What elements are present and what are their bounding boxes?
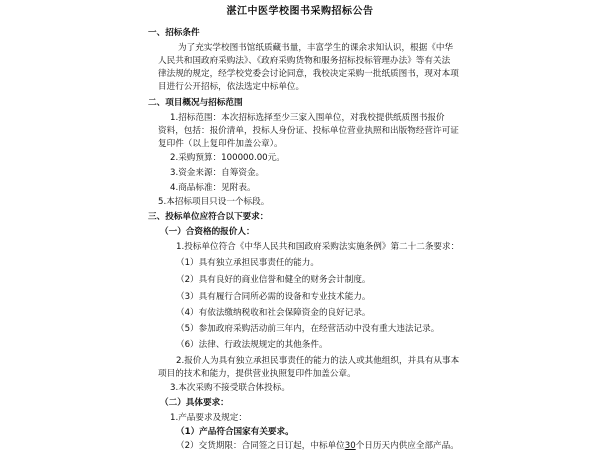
scope-line: 1.招标范围：本次招标选择至少三家入围单位，对我校提供纸质图书报价 xyxy=(170,113,445,123)
condition-item: （2）具有良好的商业信誉和健全的财务会计制度。 xyxy=(176,275,371,285)
paragraph-line: 人民共和国政府采购法》、《政府采购货物和服务招标投标管理办法》等有关法 xyxy=(158,56,451,66)
funding-line: 3.资金来源：自筹资金。 xyxy=(170,168,265,178)
subheading-qualified-bidder: （一）合资格的报价人： xyxy=(160,227,255,237)
standard-line: 4.商品标准：见附表。 xyxy=(170,183,256,193)
requirement-line: 3.本次采购不接受联合体投标。 xyxy=(170,383,290,393)
requirement-line: 项目的技术和能力，提供营业执照复印件加盖公章。 xyxy=(158,369,356,379)
condition-item: （1）具有独立承担民事责任的能力。 xyxy=(176,258,319,268)
delivery-days: 30 xyxy=(344,441,356,451)
paragraph-line: 为了充实学校图书馆纸质藏书量，丰富学生的课余求知认识，根据《中华 xyxy=(178,43,454,53)
section-heading-3: 三、投标单位应符合以下要求： xyxy=(148,212,269,222)
budget-line: 2.采购预算：100000.00元。 xyxy=(170,153,285,163)
requirement-line: 2.报价人为具有独立承担民事责任的能力的法人或其他组织，并具有从事本 xyxy=(176,356,460,366)
condition-item: （5）参加政府采购活动前三年内，在经营活动中没有重大违法记录。 xyxy=(176,324,440,334)
delivery-line xyxy=(176,441,459,452)
paragraph-line: 律法规的规定，经学校党委会讨论同意，我校决定采购一批纸质图书，现对本项 xyxy=(158,69,459,79)
product-intro: 1.产品要求及规定： xyxy=(170,413,247,423)
scope-line: 复印件（以上复印件加盖公章）。 xyxy=(158,139,283,149)
document-title: 湛江中医学校图书采购招标公告 xyxy=(226,6,374,17)
lot-line: 5.本招标项目只设一个标段。 xyxy=(158,197,270,207)
condition-item: （6）法律、行政法规规定的其他条件。 xyxy=(176,340,328,350)
subheading-specific-requirements: （二）具体要求： xyxy=(160,398,229,408)
scope-line: 资料，包括：报价清单，投标人身份证、投标单位营业执照和出版物经营许可证 xyxy=(158,126,459,136)
condition-item: （3）具有履行合同所必需的设备和专业技术能力。 xyxy=(176,292,371,302)
delivery-prefix: （2）交货期限：合同签之日订起，中标单位 xyxy=(176,441,345,451)
condition-item: （4）有依法缴纳税收和社会保障资金的良好记录。 xyxy=(176,308,371,318)
requirement-line: 1.投标单位符合《中华人民共和国政府采购法实施条例》第二十二条要求： xyxy=(176,242,460,252)
section-heading-1: 一、招标条件 xyxy=(148,28,200,38)
product-item: （1）产品符合国家有关要求。 xyxy=(176,427,294,437)
paragraph-line: 目进行公开招标，依法选定中标单位。 xyxy=(158,82,305,92)
section-heading-2: 二、项目概况与招标范围 xyxy=(148,98,243,108)
delivery-suffix: 个日历天内供应全部产品。 xyxy=(355,441,459,451)
